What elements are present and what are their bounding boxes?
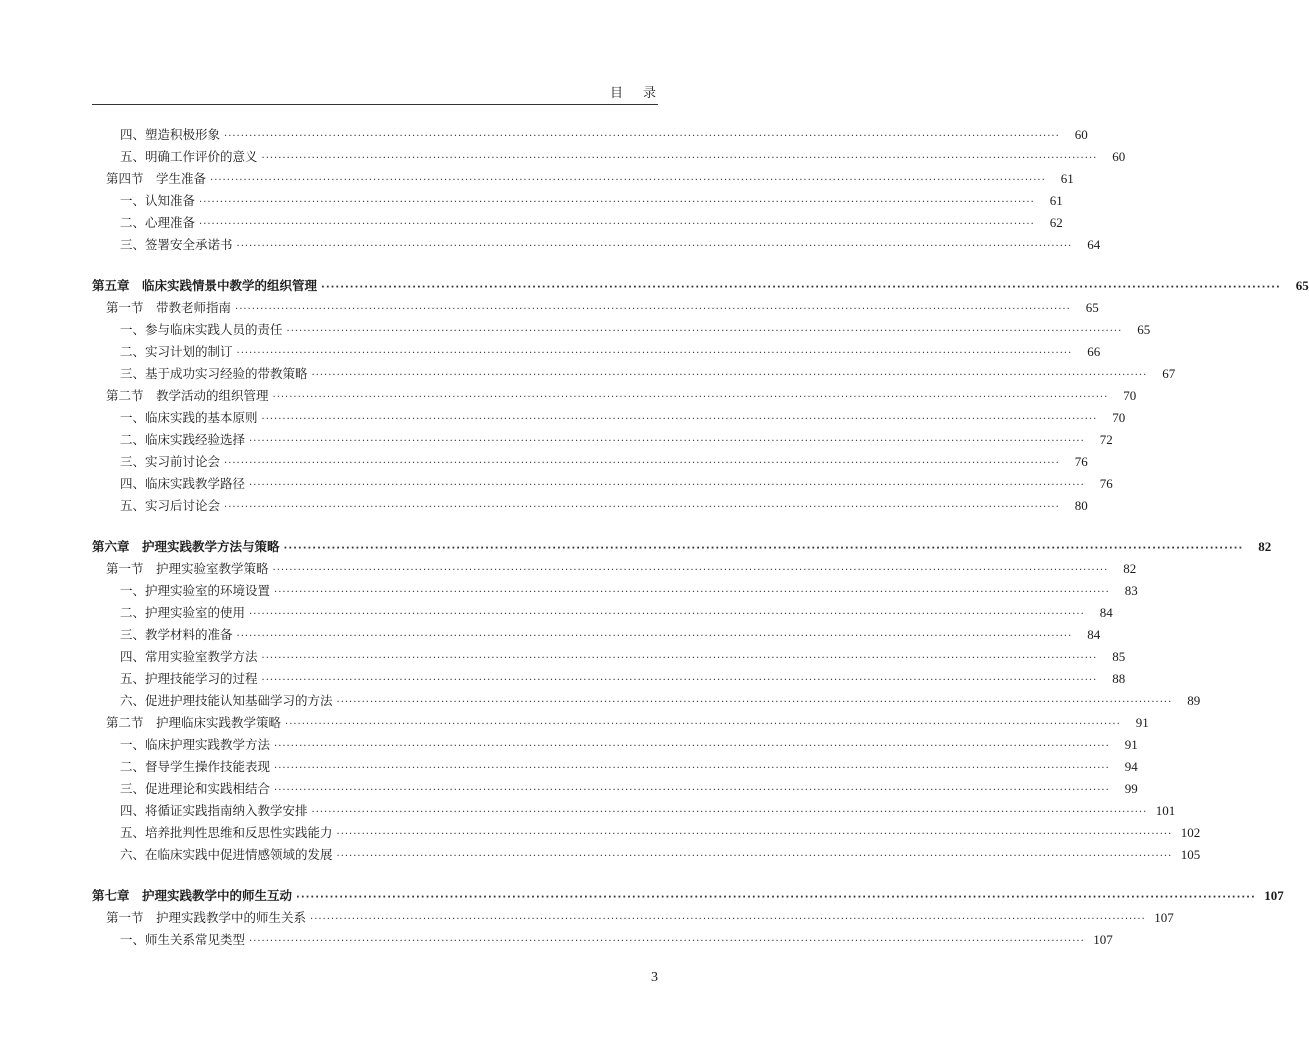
toc-page-number: 102 xyxy=(1180,825,1201,840)
dot-leader: ········································································································································································································ xyxy=(249,936,1085,947)
toc-section-row[interactable] xyxy=(92,907,1174,929)
dot-leader: ········································································································································································································ xyxy=(249,609,1085,620)
toc-entry-title: 第六章 护理实践教学方法与策略 xyxy=(92,539,280,554)
dot-leader: ········································································································································································································ xyxy=(274,763,1110,774)
toc-page-number: 65 xyxy=(1085,300,1099,315)
toc-item-row[interactable] xyxy=(92,363,1176,385)
dot-leader: ········································································································································································································ xyxy=(283,543,1244,554)
toc-entry-title: 第七章 护理实践教学中的师生互动 xyxy=(92,888,293,903)
toc-entry-title: 第二节 护理临床实践教学策略 xyxy=(106,715,282,730)
toc-entry-title: 四、塑造积极形象 xyxy=(120,127,221,142)
toc-item-row[interactable] xyxy=(92,734,1138,756)
dot-leader: ········································································································································································································ xyxy=(336,697,1173,708)
dot-leader: ········································································································································································································ xyxy=(274,587,1110,598)
dot-leader: ········································································································································································································ xyxy=(224,458,1060,469)
toc-page-number: 82 xyxy=(1258,539,1272,554)
toc-page-number: 99 xyxy=(1124,781,1138,796)
dot-leader: ········································································································································································································ xyxy=(261,153,1098,164)
toc-page-number: 72 xyxy=(1099,432,1113,447)
page-number: 3 xyxy=(651,970,658,985)
toc-section-row[interactable] xyxy=(92,712,1149,734)
dot-leader: ········································································································································································································ xyxy=(311,807,1148,818)
toc-gap xyxy=(92,517,658,536)
dot-leader: ········································································································································································································ xyxy=(321,282,1281,293)
toc-item-row[interactable] xyxy=(92,124,1088,146)
dot-leader: ········································································································································································································ xyxy=(261,414,1098,425)
toc-entry-title: 二、实习计划的制订 xyxy=(120,344,233,359)
dot-leader: ········································································································································································································ xyxy=(249,436,1085,447)
header-rule xyxy=(92,104,658,105)
toc-entry-title: 一、护理实验室的环境设置 xyxy=(120,583,271,598)
toc-item-row[interactable] xyxy=(92,341,1101,363)
table-of-contents xyxy=(92,124,1309,951)
toc-item-row[interactable] xyxy=(92,580,1138,602)
toc-entry-title: 一、临床实践的基本原则 xyxy=(120,410,258,425)
toc-item-row[interactable] xyxy=(92,495,1088,517)
toc-entry-title: 第一节 带教老师指南 xyxy=(106,300,232,315)
toc-page-number: 85 xyxy=(1112,649,1126,664)
dot-leader: ········································································································································································································ xyxy=(272,392,1109,403)
toc-page-number: 107 xyxy=(1093,932,1113,947)
running-header-title: 目录 xyxy=(609,86,676,101)
toc-item-row[interactable] xyxy=(92,429,1113,451)
dot-leader: ········································································································································································································ xyxy=(224,502,1060,513)
toc-page-number: 80 xyxy=(1074,498,1088,513)
toc-entry-title: 六、在临床实践中促进情感领域的发展 xyxy=(120,847,333,862)
toc-page-number: 107 xyxy=(1154,910,1174,925)
toc-entry-title: 五、实习后讨论会 xyxy=(120,498,221,513)
toc-item-row[interactable] xyxy=(92,473,1113,495)
toc-item-row[interactable] xyxy=(92,929,1113,951)
toc-entry-title: 五、培养批判性思维和反思性实践能力 xyxy=(120,825,333,840)
toc-page-number: 60 xyxy=(1074,127,1088,142)
toc-section-row[interactable] xyxy=(92,297,1099,319)
toc-entry-title: 一、参与临床实践人员的责任 xyxy=(120,322,283,337)
toc-entry-title: 第一节 护理实践教学中的师生关系 xyxy=(106,910,307,925)
toc-page-number: 91 xyxy=(1135,715,1149,730)
dot-leader: ········································································································································································································ xyxy=(286,326,1123,337)
toc-item-row[interactable] xyxy=(92,778,1138,800)
dot-leader: ········································································································································································································ xyxy=(274,785,1110,796)
toc-entry-title: 三、签署安全承诺书 xyxy=(120,237,233,252)
toc-item-row[interactable] xyxy=(92,212,1063,234)
toc-entry-title: 五、护理技能学习的过程 xyxy=(120,671,258,686)
dot-leader: ········································································································································································································ xyxy=(235,304,1071,315)
toc-item-row[interactable] xyxy=(92,319,1151,341)
toc-entry-title: 一、临床护理实践教学方法 xyxy=(120,737,271,752)
dot-leader: ········································································································································································································ xyxy=(310,914,1146,925)
toc-item-row[interactable] xyxy=(92,407,1126,429)
toc-item-row[interactable] xyxy=(92,844,1201,866)
toc-page-number: 89 xyxy=(1187,693,1201,708)
toc-chapter-row[interactable] xyxy=(92,885,1284,907)
toc-item-row[interactable] xyxy=(92,146,1126,168)
toc-page-number: 70 xyxy=(1123,388,1137,403)
toc-entry-title: 二、护理实验室的使用 xyxy=(120,605,246,620)
toc-entry-title: 六、促进护理技能认知基础学习的方法 xyxy=(120,693,333,708)
toc-entry-title: 二、临床实践经验选择 xyxy=(120,432,246,447)
dot-leader: ········································································································································································································ xyxy=(311,370,1148,381)
toc-page-number: 88 xyxy=(1112,671,1126,686)
toc-entry-title: 第五章 临床实践情景中教学的组织管理 xyxy=(92,278,318,293)
toc-page-number: 67 xyxy=(1162,366,1176,381)
toc-page-number: 91 xyxy=(1124,737,1138,752)
dot-leader: ········································································································································································································ xyxy=(199,219,1035,230)
toc-page-number: 65 xyxy=(1137,322,1151,337)
toc-entry-title: 第一节 护理实验室教学策略 xyxy=(106,561,269,576)
dot-leader: ········································································································································································································ xyxy=(236,241,1073,252)
toc-item-row[interactable] xyxy=(92,234,1101,256)
dot-leader: ········································································································································································································ xyxy=(296,892,1256,903)
toc-page-number: 62 xyxy=(1049,215,1063,230)
toc-page-number: 60 xyxy=(1112,149,1126,164)
toc-entry-title: 五、明确工作评价的意义 xyxy=(120,149,258,164)
toc-page-number: 61 xyxy=(1060,171,1074,186)
toc-item-row[interactable] xyxy=(92,451,1088,473)
toc-section-row[interactable] xyxy=(92,385,1137,407)
toc-item-row[interactable] xyxy=(92,822,1201,844)
toc-page-number: 83 xyxy=(1124,583,1138,598)
toc-gap xyxy=(92,866,658,885)
dot-leader: ········································································································································································································ xyxy=(285,719,1121,730)
toc-entry-title: 四、将循证实践指南纳入教学安排 xyxy=(120,803,308,818)
toc-page-number: 66 xyxy=(1087,344,1101,359)
dot-leader: ········································································································································································································ xyxy=(236,631,1073,642)
toc-entry-title: 四、临床实践教学路径 xyxy=(120,476,246,491)
toc-page-number: 70 xyxy=(1112,410,1126,425)
toc-entry-title: 一、认知准备 xyxy=(120,193,196,208)
toc-page-number: 84 xyxy=(1087,627,1101,642)
toc-entry-title: 二、督导学生操作技能表现 xyxy=(120,759,271,774)
toc-item-row[interactable] xyxy=(92,756,1138,778)
toc-page-number: 82 xyxy=(1123,561,1137,576)
dot-leader: ········································································································································································································ xyxy=(261,653,1098,664)
toc-page-number: 76 xyxy=(1074,454,1088,469)
toc-gap xyxy=(92,256,658,275)
toc-page-number: 101 xyxy=(1155,803,1176,818)
toc-item-row[interactable] xyxy=(92,646,1126,668)
toc-page-number: 76 xyxy=(1099,476,1113,491)
toc-entry-title: 三、促进理论和实践相结合 xyxy=(120,781,271,796)
toc-entry-title: 三、教学材料的准备 xyxy=(120,627,233,642)
toc-item-row[interactable] xyxy=(92,690,1201,712)
dot-leader: ········································································································································································································ xyxy=(199,197,1035,208)
toc-section-row[interactable] xyxy=(92,168,1074,190)
toc-item-row[interactable] xyxy=(92,800,1176,822)
toc-entry-title: 二、心理准备 xyxy=(120,215,196,230)
toc-entry-title: 三、实习前讨论会 xyxy=(120,454,221,469)
dot-leader: ········································································································································································································ xyxy=(336,829,1173,840)
toc-entry-title: 三、基于成功实习经验的带教策略 xyxy=(120,366,308,381)
toc-item-row[interactable] xyxy=(92,668,1126,690)
dot-leader: ········································································································································································································ xyxy=(224,131,1060,142)
toc-chapter-row[interactable] xyxy=(92,275,1309,297)
toc-chapter-row[interactable] xyxy=(92,536,1272,558)
toc-entry-title: 一、师生关系常见类型 xyxy=(120,932,246,947)
dot-leader: ········································································································································································································ xyxy=(249,480,1085,491)
toc-page-number: 64 xyxy=(1087,237,1101,252)
toc-entry-title: 第四节 学生准备 xyxy=(106,171,207,186)
dot-leader: ········································································································································································································ xyxy=(274,741,1110,752)
toc-entry-title: 第二节 教学活动的组织管理 xyxy=(106,388,269,403)
toc-item-row[interactable] xyxy=(92,624,1101,646)
toc-section-row[interactable] xyxy=(92,558,1137,580)
toc-entry-title: 四、常用实验室教学方法 xyxy=(120,649,258,664)
toc-item-row[interactable] xyxy=(92,190,1063,212)
dot-leader: ········································································································································································································ xyxy=(210,175,1046,186)
toc-page-number: 61 xyxy=(1049,193,1063,208)
dot-leader: ········································································································································································································ xyxy=(236,348,1073,359)
toc-page-number: 84 xyxy=(1099,605,1113,620)
toc-page-number: 65 xyxy=(1295,278,1309,293)
toc-page-number: 105 xyxy=(1180,847,1201,862)
toc-page-number: 107 xyxy=(1264,888,1284,903)
dot-leader: ········································································································································································································ xyxy=(336,851,1173,862)
toc-page-number: 94 xyxy=(1124,759,1138,774)
dot-leader: ········································································································································································································ xyxy=(261,675,1098,686)
dot-leader: ········································································································································································································ xyxy=(272,565,1109,576)
toc-item-row[interactable] xyxy=(92,602,1113,624)
